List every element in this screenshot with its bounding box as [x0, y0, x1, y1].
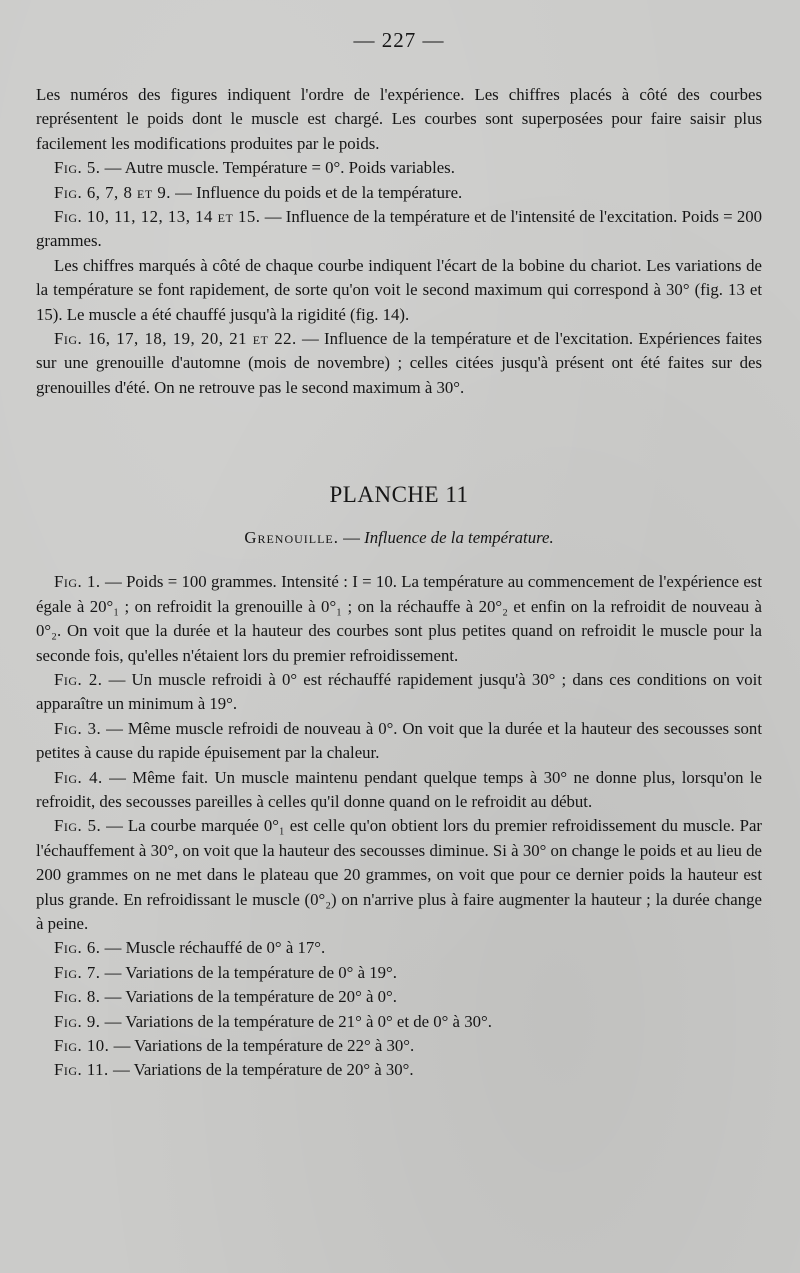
- figure-label: Fig. 8.: [54, 987, 101, 1007]
- legend-paragraph: [36, 205, 762, 254]
- legend-text: — Variations de la température de 20° à 0°.: [100, 987, 397, 1007]
- figure-legend-section: [36, 83, 762, 400]
- legend-text: — Variations de la température de 20° à 30°.: [108, 1060, 414, 1080]
- legend-text: — Influence du poids et de la température.: [170, 182, 463, 202]
- legend-paragraph: [36, 327, 762, 400]
- figure-label: Fig. 5.: [54, 158, 101, 178]
- figure-label: Fig. 7.: [54, 962, 101, 982]
- figure-label: Fig. 4.: [54, 767, 103, 787]
- plate-subtitle-subject: Grenouille.: [244, 528, 339, 548]
- plate-subtitle: [36, 528, 762, 548]
- figure-label: Fig. 11.: [54, 1060, 109, 1080]
- legend-paragraph: [36, 1058, 762, 1082]
- legend-paragraph: [36, 936, 762, 960]
- legend-text: — Même muscle refroidi de nouveau à 0°. On voit que la durée et la hauteur des secousses sont petites à cause du rapide épuisement par la chaleur.: [36, 718, 762, 763]
- page-number: — 227 —: [353, 28, 445, 52]
- figure-label: Fig. 5.: [54, 816, 102, 836]
- figure-label: Fig. 10, 11, 12, 13, 14 et 15.: [54, 207, 261, 227]
- legend-paragraph: [36, 181, 762, 205]
- intro-paragraph: Les numéros des figures indiquent l'ordre de l'expérience. Les chiffres placés à côté des courbes représentent le poids dont le muscle est chargé. Les courbes sont superposées pour faire saisir plus facilement les modifications produites par le poids.: [36, 85, 762, 153]
- legend-text: — Un muscle refroidi à 0° est réchauffé rapidement jusqu'à 30° ; dans ces conditions on voit apparaître un minimum à 19°.: [36, 669, 762, 714]
- figure-label: Fig. 2.: [54, 669, 103, 689]
- legend-paragraph: [36, 985, 762, 1009]
- legend-text: — Muscle réchauffé de 0° à 17°.: [100, 938, 326, 958]
- figure-label: Fig. 9.: [54, 1011, 101, 1031]
- legend-text: — Variations de la température de 22° à 30°.: [109, 1036, 415, 1055]
- legend-paragraph: [36, 668, 762, 717]
- figure-label: Fig. 10.: [54, 1036, 110, 1055]
- legend-text: — Poids = 100 grammes. Intensité : I = 10. La température au commencement de l'expérience est égale à 20°₁ ; on refroidit la grenouille à 0°₁ ; on la réchauffe à 20°₂ et enfin on la refroidit de nouveau à 0°₂. On voit que la durée et la hauteur des courbes sont plus petites quand on refroidit le muscle pour la seconde fois, qu'elles n'étaient lors du premier refroidissement.: [36, 572, 762, 665]
- legend-paragraph: [36, 570, 762, 668]
- legend-text: — Autre muscle. Température = 0°. Poids variables.: [100, 158, 455, 178]
- legend-paragraph: [36, 814, 762, 936]
- legend-text: — Même fait. Un muscle maintenu pendant quelque temps à 30° ne donne plus, lorsqu'on le refroidit, des secousses pareilles à celles qu'il donne quand on le refroidit au début.: [36, 767, 762, 811]
- legend-paragraph: [36, 766, 762, 815]
- legend-paragraph: [36, 156, 762, 180]
- plate-subtitle-dash: —: [338, 528, 365, 548]
- legend-text: — Variations de la température de 21° à 0° et de 0° à 30°.: [100, 1011, 492, 1031]
- legend-paragraph: [36, 717, 762, 766]
- figure-label: Fig. 6.: [54, 938, 101, 958]
- figure-label: Fig. 1.: [54, 572, 101, 592]
- plate-title: PLANCHE 11: [329, 482, 469, 508]
- legend-paragraph: [36, 254, 762, 327]
- legend-text: — Influence de la température et de l'intensité de l'excitation. Poids = 200 grammes.: [36, 207, 763, 251]
- legend-text: — Variations de la température de 0° à 19°.: [100, 962, 397, 982]
- legend-text: — La courbe marquée 0°₁ est celle qu'on obtient lors du premier refroidissement du muscle. Par l'échauffement à 30°, on voit que la hauteur des secousses diminue. Si à 30° on change le poids et au lieu de 200 grammes on ne met dans le plateau que 20 grammes, on voit que pour ce dernier poids la hauteur est plus grande. En refroidissant le muscle (0°₂) on n'arrive plus à faire augmenter la hauteur ; la durée change à peine.: [36, 816, 762, 933]
- legend-paragraph: [36, 961, 762, 985]
- plate-legend-section: [36, 570, 762, 1083]
- legend-paragraph: [36, 1034, 762, 1058]
- figure-label: Fig. 16, 17, 18, 19, 20, 21 et 22.: [54, 329, 297, 349]
- legend-text: Les chiffres marqués à côté de chaque courbe indiquent l'écart de la bobine du chariot. Les variations de la température se font rapidement, de sorte qu'on voit le second maximum qui correspond à 30° (fig. 13 et 15). Le muscle a été chauffé jusqu'à la rigidité (fig. 14).: [36, 255, 762, 324]
- legend-paragraph: [36, 1010, 762, 1034]
- plate-subtitle-topic: Influence de la température.: [364, 528, 554, 548]
- figure-label: Fig. 6, 7, 8 et 9.: [54, 182, 171, 202]
- legend-text: — Influence de la température et de l'excitation. Expériences faites sur une grenouille d'automne (mois de novembre) ; celles citées jusqu'à présent ont été faites sur des grenouilles d'été. On ne retrouve pas le second maximum à 30°.: [36, 329, 762, 397]
- figure-label: Fig. 3.: [54, 718, 102, 738]
